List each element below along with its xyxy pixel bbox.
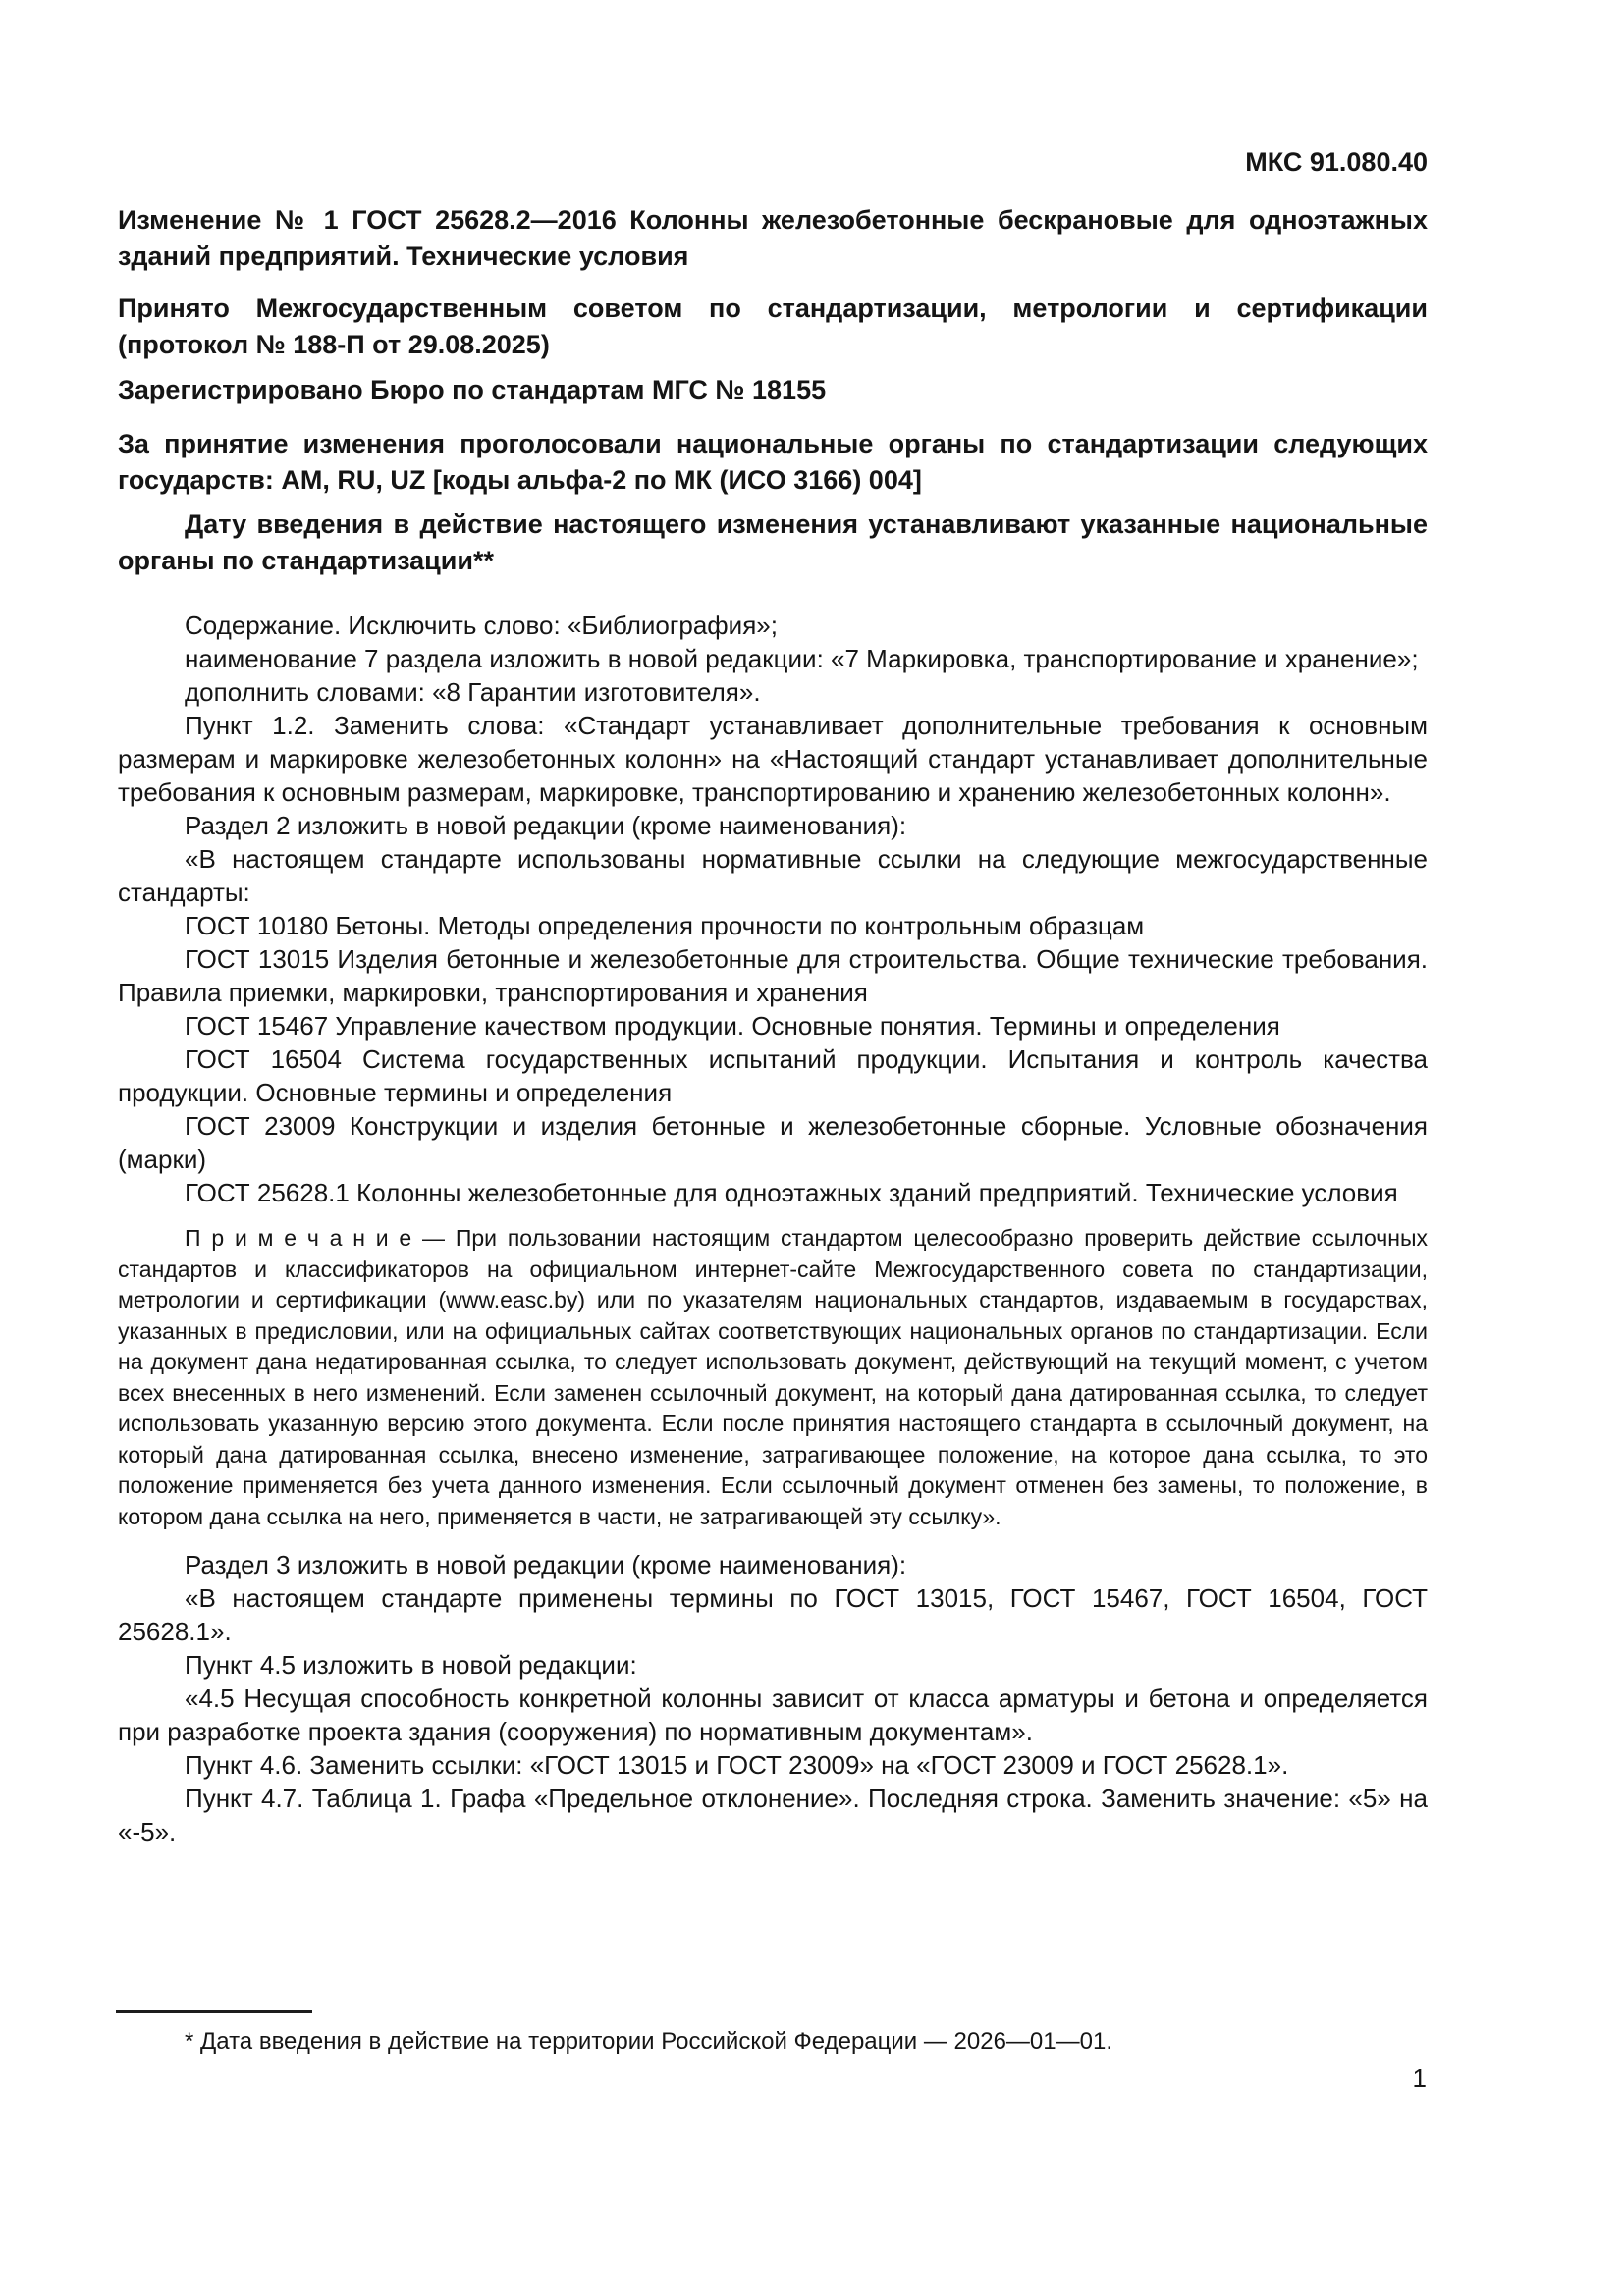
body-paragraph: Пункт 4.6. Заменить ссылки: «ГОСТ 13015 и ГОСТ 23009» на «ГОСТ 23009 и ГОСТ 25628.1». [185,1750,1289,1780]
body-paragraph: Пункт 4.5 изложить в новой редакции: [185,1650,637,1680]
body-paragraph: «В настоящем стандарте использованы нормативные ссылки на следующие межгосударственные стандарты: [118,844,1428,907]
voting-statement: За принятие изменения проголосовали национальные органы по стандартизации следующих государств: AM, RU, UZ [коды альфа-2 по МК (ИСО 3166) 004] [118,429,1428,495]
amendment-body-continued [118,1548,1428,1848]
referenced-standard: ГОСТ 13015 Изделия бетонные и железобетонные для строительства. Общие технические требования. Правила приемки, маркировки, транспортирования и хранения [118,944,1428,1007]
body-paragraph: дополнить словами: «8 Гарантии изготовителя». [185,677,761,707]
referenced-standard: ГОСТ 16504 Система государственных испытаний продукции. Испытания и контроль качества продукции. Основные термины и определения [118,1044,1428,1107]
note-block: П р и м е ч а н и е — При пользовании настоящим стандартом целесообразно проверить действие ссылочных стандартов и классификаторов на официальном интернет-сайте Межгосударственного совета по стандартизации, метрологии и сертификации (www.easc.by) или по указателям национальных стандартов, издаваемым в государствах, указанных в предисловии, или на официальных сайтах соответствующих национальных органов по стандартизации. Если на документ дана недатированная ссылка, то следует использовать документ, действующий на текущий момент, с учетом всех внесенных в него изменений. Если заменен ссылочный документ, на который дана датированная ссылка, то следует использовать указанную версию этого документа. Если после принятия настоящего стандарта в ссылочный документ, на который дана датированная ссылка, внесено изменение, затрагивающее положение, на которое дана ссылка, то это положение применяется без учета данного изменения. Если ссылочный документ отменен без замены, то положение, в котором дана ссылка на него, применяется в части, не затрагивающей эту ссылку». [118,1225,1428,1529]
body-paragraph: наименование 7 раздела изложить в новой редакции: «7 Маркировка, транспортирование и хранение»; [185,644,1419,673]
body-paragraph: «4.5 Несущая способность конкретной колонны зависит от класса арматуры и бетона и определяется при разработке проекта здания (сооружения) по нормативным документам». [118,1683,1428,1746]
effective-date-statement: Дату введения в действие настоящего изменения устанавливают указанные национальные органы по стандартизации** [118,509,1428,575]
document-content [118,0,1428,1848]
adopted-statement: Принято Межгосударственным советом по стандартизации, метрологии и сертификации (протокол № 188-П от 29.08.2025) [118,294,1428,359]
body-paragraph: Раздел 2 изложить в новой редакции (кроме наименования): [185,811,907,840]
body-paragraph: Пункт 4.7. Таблица 1. Графа «Предельное отклонение». Последняя строка. Заменить значение: «5» на «-5». [118,1784,1428,1846]
amendment-title: Изменение № 1 ГОСТ 25628.2—2016 Колонны железобетонные бескрановые для одноэтажных зданий предприятий. Технические условия [118,205,1428,271]
classification-code: МКС 91.080.40 [1245,147,1428,177]
body-paragraph: Содержание. Исключить слово: «Библиография»; [185,611,778,640]
footnote [118,2010,1428,2056]
body-paragraph: «В настоящем стандарте применены термины по ГОСТ 13015, ГОСТ 15467, ГОСТ 16504, ГОСТ 25628.1». [118,1583,1428,1646]
amendment-body [118,609,1428,1848]
registered-statement: Зарегистрировано Бюро по стандартам МГС № 18155 [118,375,827,404]
referenced-standard: ГОСТ 15467 Управление качеством продукции. Основные понятия. Термины и определения [185,1011,1280,1041]
referenced-standard: ГОСТ 25628.1 Колонны железобетонные для одноэтажных зданий предприятий. Технические условия [185,1178,1398,1207]
footnote-divider [116,2010,312,2013]
page-number: 1 [1412,2063,1427,2093]
footnote-text: * Дата введения в действие на территории Российской Федерации — 2026—01—01. [185,2028,1112,2055]
referenced-standard: ГОСТ 10180 Бетоны. Методы определения прочности по контрольным образцам [185,911,1145,940]
referenced-standard: ГОСТ 23009 Конструкции и изделия бетонные и железобетонные сборные. Условные обозначения (марки) [118,1111,1428,1174]
body-paragraph: Раздел 3 изложить в новой редакции (кроме наименования): [185,1550,907,1579]
body-paragraph: Пункт 1.2. Заменить слова: «Стандарт устанавливает дополнительные требования к основным размерам и маркировке железобетонных колонн» на «Настоящий стандарт устанавливает дополнительные требования к основным размерам, маркировке, транспортированию и хранению железобетонных колонн». [118,711,1428,807]
